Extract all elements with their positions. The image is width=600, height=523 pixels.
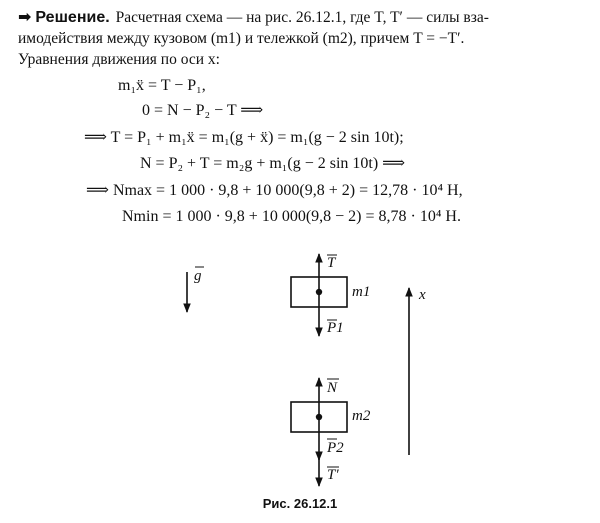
label-P2: P2 bbox=[327, 440, 344, 456]
equation-1: m₁ẍ = T − P₁, bbox=[118, 77, 206, 94]
label-m1 bbox=[352, 284, 370, 301]
equation-3: ⟹ T = P₁ + m₁ẍ = m₁(g + ẍ) = m₁(g − 2 sin 10t); bbox=[84, 129, 404, 146]
equation-6: Nmin = 1 000 · 9,8 + 10 000(9,8 − 2) = 8,78 · 10⁴ H. bbox=[122, 208, 461, 225]
label-m2: m2 bbox=[352, 408, 371, 424]
solution-heading: Решение. bbox=[35, 9, 110, 26]
label-g: g bbox=[194, 268, 202, 284]
solution-line-2: имодействия между кузовом (m1) и тележкой (m2), причем T = −T′. bbox=[18, 30, 465, 47]
equation-4: N = P₂ + T = m₂g + m₁(g − 2 sin 10t) ⟹ bbox=[140, 155, 406, 172]
solution-text-1: Расчетная схема — на рис. 26.12.1, где T, T′ — силы вза- bbox=[115, 9, 489, 26]
right-arrow-icon: ➡ bbox=[18, 7, 32, 26]
label-m1-text: m1 bbox=[352, 284, 371, 300]
label-Tprime: T′ bbox=[327, 467, 339, 483]
figure-caption: Рис. 26.12.1 bbox=[262, 496, 338, 511]
label-P1: P1 bbox=[327, 320, 344, 336]
label-x: x bbox=[419, 287, 426, 303]
label-T: T bbox=[327, 255, 336, 271]
label-N: N bbox=[327, 380, 338, 396]
equation-5: ⟹ Nmax = 1 000 · 9,8 + 10 000(9,8 + 2) = 12,78 · 10⁴ H, bbox=[86, 182, 463, 199]
equation-2: 0 = N − P₂ − T ⟹ bbox=[142, 102, 264, 119]
solution-line-3: Уравнения движения по оси x: bbox=[18, 51, 220, 68]
